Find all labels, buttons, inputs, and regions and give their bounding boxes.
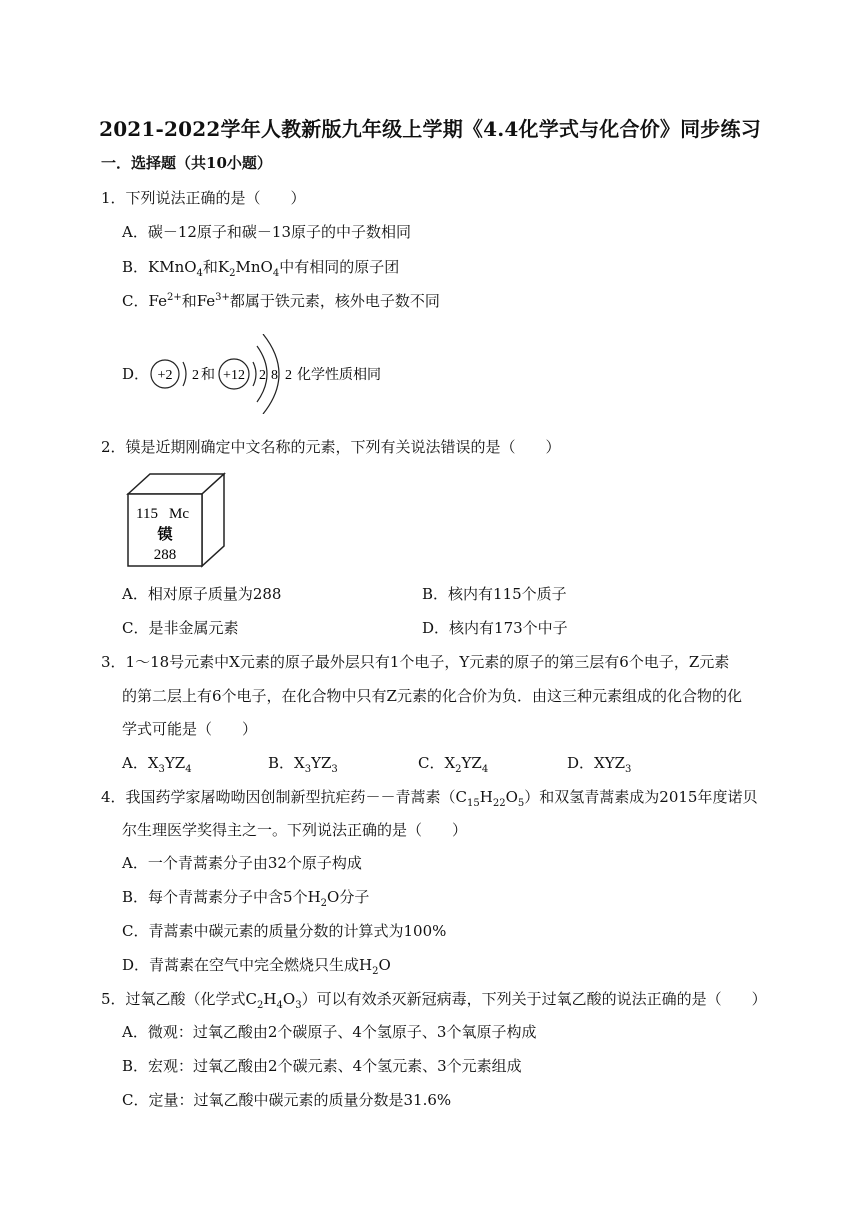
- question-2-option-d: D．核内有173个中子: [422, 619, 568, 637]
- atom2-shell-2-electrons: 8: [271, 368, 278, 383]
- question-5-option-b: B．宏观：过氧乙酸由2个碳元素、4个氢元素、3个元素组成: [122, 1057, 522, 1075]
- option-d-conclusion: 化学性质相同: [297, 367, 381, 383]
- question-3-line-3: 学式可能是（ ）: [122, 720, 258, 738]
- question-4-option-b: B．每个青蒿素分子中含5个$H_2O$分子: [122, 888, 370, 909]
- element-atomic-number: 115: [136, 506, 158, 522]
- question-3-line-1: 3．1～18号元素中X元素的原子最外层只有1个电子，Y元素的原子的第三层有6个电子，Z元素: [101, 653, 730, 671]
- atom1-nucleus-charge: +2: [157, 368, 173, 383]
- element-atomic-mass: 288: [153, 547, 177, 563]
- atom2-shell-1-electrons: 2: [259, 368, 266, 383]
- question-4-option-a: A．一个青蒿素分子由32个原子构成: [122, 854, 362, 872]
- question-5-stem: 5．过氧乙酸（化学式$C_2H_4O_3$）可以有效杀灭新冠病毒，下列关于过氧乙酸的说法正确的是（ ）: [101, 990, 767, 1011]
- element-cube-illustration: [122, 466, 232, 576]
- question-4-line-1: 4．我国药学家屠呦呦因创制新型抗疟药－－青蒿素$(C_{15}H_{22}O_5)$和双氢青蒿素成为2015年度诺贝: [101, 788, 758, 809]
- question-4-option-c: C．青蒿素中碳元素的质量分数的计算式为100%: [122, 922, 447, 940]
- element-chinese-name: 镆: [157, 525, 173, 543]
- question-1-option-b: B．KMnO$_4$和$K_2MnO_4$中有相同的原子团: [122, 258, 400, 279]
- question-4-line-2: 尔生理医学奖得主之一。下列说法正确的是（ ）: [122, 821, 468, 839]
- question-1-option-a: A．碳－12原子和碳－13原子的中子数相同: [122, 223, 412, 241]
- question-1-stem: 1．下列说法正确的是（ ）: [101, 189, 306, 207]
- question-2-option-a: A．相对原子质量为288: [122, 585, 282, 603]
- question-3-option-a: A．$X_3YZ_4$: [122, 754, 192, 775]
- atom2-shell-3-electrons: 2: [285, 368, 292, 383]
- question-3-option-b: B．$X_3YZ_3$: [268, 754, 338, 775]
- atom2-shell-arc-1: [253, 362, 256, 386]
- atom1-shell-arc: [183, 362, 186, 386]
- question-1-option-c: C．$Fe^{2+}$和$Fe^{3+}$都属于铁元素，核外电子数不同: [122, 292, 440, 310]
- question-3-line-2: 的第二层上有6个电子，在化合物中只有Z元素的化合价为负．由这三种元素组成的化合物的化: [122, 687, 742, 705]
- document-title: 2021-2022学年人教新版九年级上学期《4.4化学式与化合价》同步练习: [99, 117, 761, 141]
- question-2-option-c: C．是非金属元素: [122, 619, 239, 637]
- atom2-nucleus-charge: +12: [223, 368, 245, 383]
- section-heading: 一．选择题（共10小题）: [101, 154, 272, 172]
- question-5-option-a: A．微观：过氧乙酸由2个碳原子、4个氢原子、3个氧原子构成: [122, 1023, 537, 1041]
- atom-structure-diagrams: [145, 334, 395, 414]
- question-2-option-b: B．核内有115个质子: [422, 585, 567, 603]
- question-4-option-d: D．青蒿素在空气中完全燃烧只生成$H_2O$: [122, 956, 391, 977]
- question-3-option-c: C．$X_2YZ_4$: [418, 754, 489, 775]
- question-2-stem: 2．镆是近期刚确定中文名称的元素，下列有关说法错误的是（ ）: [101, 438, 561, 456]
- question-1-option-d-label: D．: [122, 365, 150, 383]
- atom1-shell-electrons: 2: [192, 368, 199, 383]
- element-symbol: Mc: [169, 506, 189, 522]
- question-5-option-c: C．定量：过氧乙酸中碳元素的质量分数是31.6%: [122, 1091, 452, 1109]
- question-3-option-d: D．$XYZ_3$: [567, 754, 632, 775]
- and-text: 和: [201, 367, 215, 383]
